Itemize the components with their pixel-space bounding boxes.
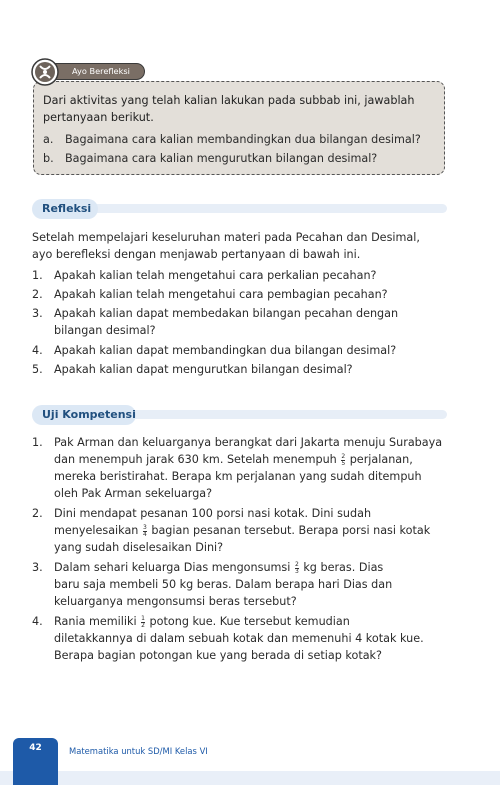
item-text: perjalanan, mereka beristirahat. Berapa km perjalanan yang sudah ditempuh oleh Pak Arman sekeluarga? xyxy=(54,453,422,500)
ayo-intro-text: Dari aktivitas yang telah kalian lakukan pada subbab ini, jawablah pertanyaan berikut. xyxy=(43,94,415,124)
item-number: 2. xyxy=(32,507,43,520)
problem-item xyxy=(32,613,424,664)
fraction-denominator: 2 xyxy=(141,621,145,629)
section-title-pill xyxy=(32,199,98,219)
fraction-denominator: 3 xyxy=(294,567,299,575)
item-number: 1. xyxy=(32,269,43,282)
item-text: Apakah kalian dapat membedakan bilangan pecahan dengan bilangan desimal? xyxy=(54,307,399,337)
item-number: 3. xyxy=(32,561,43,574)
uji-kompetensi-section-header xyxy=(32,405,447,425)
item-number: 4. xyxy=(32,615,43,628)
refleksi-intro: Setelah mempelajari keseluruhan materi pada Pecahan dan Desimal, ayo berefleksi dengan menjawab pertanyaan di bawah ini. xyxy=(32,231,420,261)
fraction xyxy=(341,454,345,467)
item-text: bagian pesanan tersebut. Berapa porsi nasi kotak yang sudah diselesaikan Dini? xyxy=(54,524,431,554)
fraction xyxy=(295,562,299,575)
item-text: Dalam sehari keluarga Dias mengonsumsi xyxy=(54,561,291,574)
section-title-pill xyxy=(32,405,136,425)
badge-pill xyxy=(47,63,145,80)
fraction xyxy=(143,525,147,538)
ayo-berefleksi-badge xyxy=(31,58,147,86)
list-item xyxy=(32,361,442,378)
footer-book-title: Matematika untuk SD/MI Kelas VI xyxy=(69,746,208,756)
item-text: Apakah kalian dapat membandingkan dua bilangan desimal? xyxy=(54,344,397,357)
problem-item xyxy=(32,434,446,502)
item-text: Apakah kalian telah mengetahui cara pembagian pecahan? xyxy=(54,288,388,301)
problem-item xyxy=(32,559,394,610)
reflection-icon xyxy=(31,58,59,86)
list-item xyxy=(32,267,442,284)
fraction-numerator: 2 xyxy=(294,560,299,568)
item-text: kg beras. Dias baru saja membeli 50 kg beras. Dalam berapa hari Dias dan keluarganya mengonsumsi beras tersebut? xyxy=(54,561,393,608)
list-item xyxy=(43,150,421,169)
item-text: potong kue. Kue tersebut kemudian diletakkannya di dalam sebuah kotak dan memenuhi 4 kotak kue. Berapa bagian potongan kue yang berada di setiap kotak? xyxy=(54,615,424,662)
item-text: Rania memiliki xyxy=(54,615,137,628)
fraction-numerator: 2 xyxy=(341,452,346,460)
refleksi-question-list xyxy=(32,267,442,378)
fraction-numerator: 1 xyxy=(141,614,145,622)
list-item xyxy=(32,342,442,359)
problem-item xyxy=(32,505,446,556)
item-text: Apakah kalian dapat mengurutkan bilangan desimal? xyxy=(54,363,353,376)
section-rule xyxy=(72,204,447,213)
item-number: 3. xyxy=(32,307,43,320)
item-text: Bagaimana cara kalian mengurutkan bilangan desimal? xyxy=(65,151,378,165)
item-number: 2. xyxy=(32,288,43,301)
item-number: 5. xyxy=(32,363,43,376)
ayo-question-list xyxy=(43,131,421,168)
badge-label: Ayo Berefleksi xyxy=(72,66,130,76)
item-marker: b. xyxy=(43,151,54,165)
uji-kompetensi-problem-list xyxy=(32,434,446,664)
page-number: 42 xyxy=(29,743,42,753)
item-text: Apakah kalian telah mengetahui cara perkalian pecahan? xyxy=(54,269,377,282)
page-number-tab xyxy=(13,738,58,785)
refleksi-section-header xyxy=(32,199,447,219)
footer-bar xyxy=(0,771,500,785)
item-marker: a. xyxy=(43,133,54,146)
section-title: Refleksi xyxy=(42,202,92,215)
fraction xyxy=(141,616,145,629)
section-title: Uji Kompetensi xyxy=(42,408,136,421)
fraction-denominator: 4 xyxy=(142,530,147,538)
list-item xyxy=(32,305,449,339)
fraction-numerator: 3 xyxy=(142,523,147,531)
item-text: Pak Arman dan keluarganya berangkat dari Jakarta menuju Surabaya dan menempuh jarak 630 km. Setelah menempuh xyxy=(54,436,443,466)
fraction-denominator: 5 xyxy=(341,459,346,467)
item-number: 1. xyxy=(32,436,43,449)
list-item xyxy=(43,131,421,150)
item-text: Dini mendapat pesanan 100 porsi nasi kotak. Dini sudah menyelesaikan xyxy=(54,507,372,537)
item-text: Bagaimana cara kalian membandingkan dua bilangan desimal? xyxy=(65,133,421,146)
list-item xyxy=(32,286,442,303)
item-number: 4. xyxy=(32,344,43,357)
